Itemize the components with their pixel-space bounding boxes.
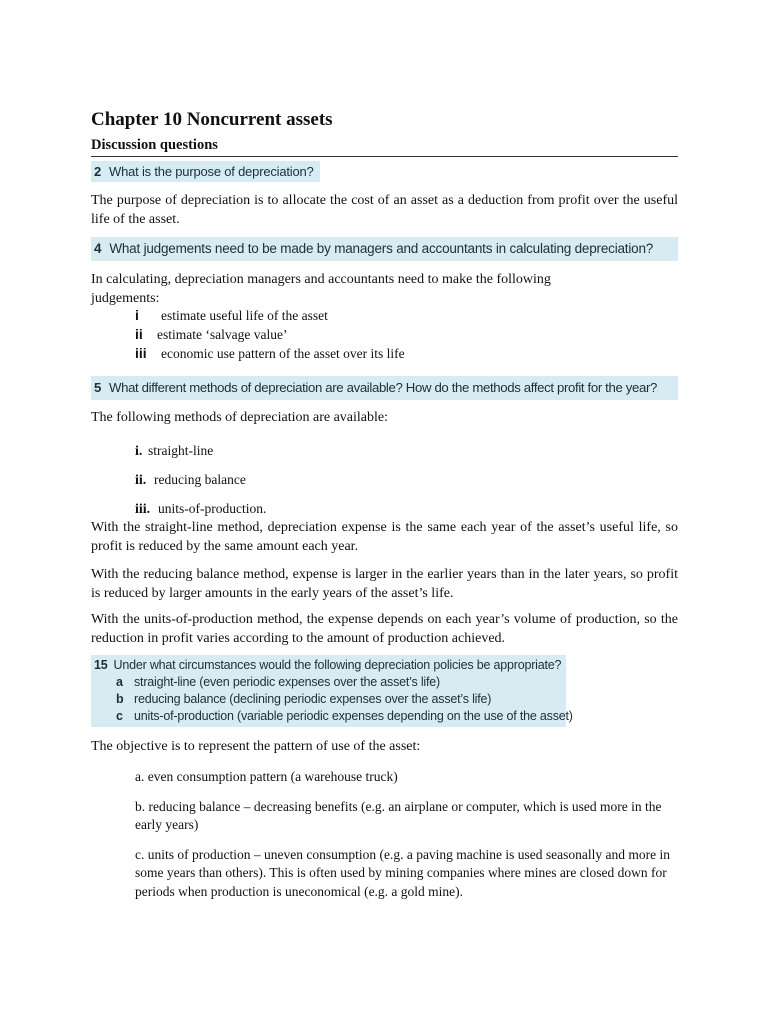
question-4-number: 4	[94, 241, 102, 256]
question-5-box	[91, 376, 678, 400]
list-item: c. units of production – uneven consumption (e.g. a paving machine is used seasonally and more in some years than others). This is often used by mining companies where mines are closed down for periods when production is uneconomical (e.g. a gold mine).	[135, 846, 671, 899]
list-item: iii. units-of-production.	[135, 501, 267, 517]
section-subtitle: Discussion questions	[91, 137, 218, 153]
list-item: a straight-line (even periodic expenses over the asset’s life)	[116, 675, 440, 689]
list-item: b reducing balance (declining periodic expenses over the asset’s life)	[116, 692, 492, 706]
question-5-text: What different methods of depreciation are available? How do the methods affect profit for the year?	[108, 380, 658, 395]
list-item: c units-of-production (variable periodic expenses depending on the use of the asset)	[116, 709, 573, 723]
policies-list	[135, 768, 678, 901]
list-item: i. straight-line	[135, 443, 214, 459]
list-item: ii estimate ‘salvage value’	[135, 326, 288, 342]
title-divider	[91, 156, 678, 157]
question-5-number: 5	[94, 380, 101, 395]
question-2-text: What is the purpose of depreciation?	[109, 164, 314, 179]
judgements-list	[135, 306, 405, 363]
answer-4-intro-line-2: judgements:	[91, 290, 160, 306]
question-2-number: 2	[94, 164, 102, 179]
question-4-text: What judgements need to be made by managers and accountants in calculating depreciation?	[109, 241, 654, 256]
methods-list	[135, 437, 266, 524]
question-4-box	[91, 237, 678, 261]
list-item: a. even consumption pattern (a warehouse truck)	[135, 769, 398, 784]
list-item: ii. reducing balance	[135, 472, 246, 488]
answer-5-units-of-production: With the units-of-production method, the expense depends on each year’s volume of production, so the reduction in profit varies according to the amount of production achieved.	[91, 612, 678, 646]
list-item: b. reducing balance – decreasing benefits (e.g. an airplane or computer, which is used more in the early years)	[135, 798, 662, 832]
answer-5-intro: The following methods of depreciation are available:	[91, 410, 389, 425]
question-2-box	[91, 161, 320, 182]
question-15-box	[91, 655, 573, 727]
list-item: iii economic use pattern of the asset over its life	[135, 345, 405, 361]
question-15-text: Under what circumstances would the following depreciation policies be appropriate?	[113, 658, 562, 672]
answer-5-straight-line: With the straight-line method, depreciation expense is the same each year of the asset’s useful life, so profit is reduced by the same amount each year.	[91, 520, 678, 554]
chapter-title: Chapter 10 Noncurrent assets	[91, 109, 333, 130]
answer-15-intro: The objective is to represent the pattern of use of the asset:	[91, 739, 421, 754]
answer-4-intro	[91, 271, 678, 308]
answer-2: The purpose of depreciation is to allocate the cost of an asset as a deduction from profit over the useful life of the asset.	[91, 193, 678, 227]
question-15-number: 15	[94, 658, 108, 672]
document-page	[91, 0, 678, 1024]
answer-5-reducing-balance: With the reducing balance method, expense is larger in the earlier years than in the later years, so profit is reduced by larger amounts in the early years of the asset’s life.	[91, 567, 678, 601]
answer-4-intro-line-1: In calculating, depreciation managers and accountants need to make the following	[91, 272, 551, 287]
list-item: i estimate useful life of the asset	[135, 307, 328, 323]
